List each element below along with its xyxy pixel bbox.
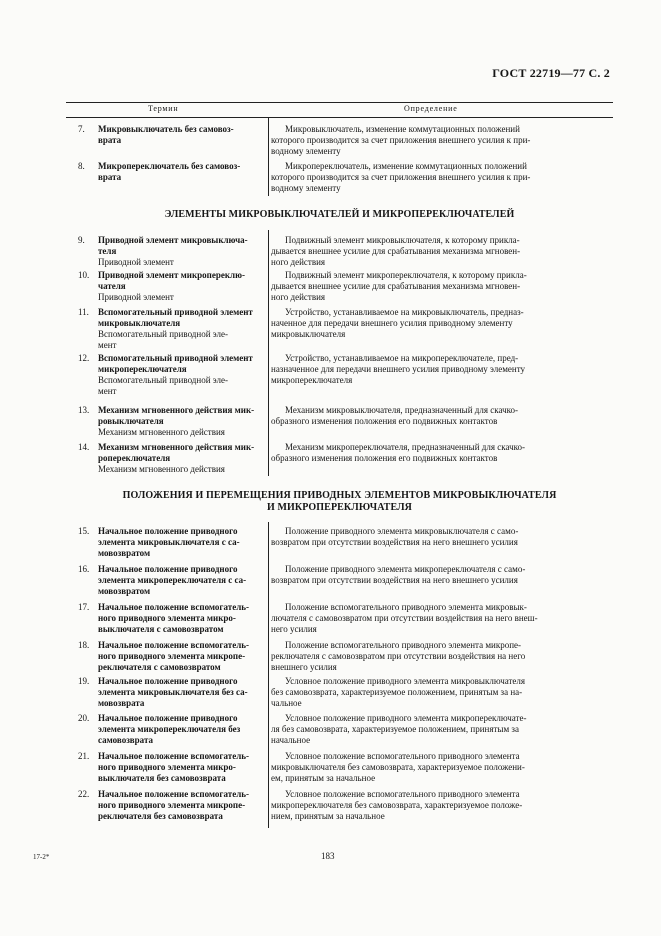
document-header-title: ГОСТ 22719—77 С. 2 bbox=[492, 66, 610, 80]
term-number: 9. bbox=[78, 235, 85, 245]
term-line: реключателя без самовозврата bbox=[98, 811, 223, 821]
term-line: ного приводного элемента микро- bbox=[98, 613, 236, 623]
term-line: Микропереключатель без самовоз- bbox=[98, 161, 241, 171]
term-line: чателя bbox=[98, 281, 126, 291]
definition-line: Положение вспомогательного приводного элемента микровык- bbox=[285, 602, 527, 612]
definition-line: дывается внешнее усилие для срабатывания механизма мгновен- bbox=[271, 246, 521, 256]
term-number: 15. bbox=[78, 526, 90, 536]
definition-line: образного изменения положения его подвижных контактов bbox=[271, 453, 498, 463]
definition-line: него усилия bbox=[271, 624, 317, 634]
term-line: выключателя с самовозвратом bbox=[98, 624, 224, 634]
definition-cell bbox=[271, 270, 607, 303]
definition-line: реключателя с самовозвратом при отсутствии воздействия на него bbox=[271, 651, 526, 661]
term-synonym-line: мент bbox=[98, 386, 117, 396]
column-header-term: Термин bbox=[148, 104, 179, 113]
term-line: врата bbox=[98, 135, 122, 145]
definition-line: Положение приводного элемента микровыключателя с само- bbox=[285, 526, 519, 536]
definition-line: лючателя с самовозвратом при отсутствии воздействия на него внеш- bbox=[271, 613, 538, 623]
term-number: 12. bbox=[78, 353, 90, 363]
term-cell bbox=[78, 676, 266, 709]
definition-line: Условное положение вспомогательного приводного элемента bbox=[285, 789, 520, 799]
definition-line: Устройство, устанавливаемое на микропереключателе, пред- bbox=[285, 353, 519, 363]
term-line: Начальное положение приводного bbox=[98, 676, 238, 686]
term-line: Приводной элемент микровыключа- bbox=[98, 235, 248, 245]
definition-line: внешнего усилия bbox=[271, 662, 337, 672]
section-title-line: ПОЛОЖЕНИЯ И ПЕРЕМЕЩЕНИЯ ПРИВОДНЫХ ЭЛЕМЕНТОВ МИКРОВЫКЛЮЧАТЕЛЯ bbox=[122, 490, 557, 501]
definition-line: водному элементу bbox=[271, 146, 341, 156]
definition-cell bbox=[271, 526, 607, 548]
term-line: элемента микропереключателя без bbox=[98, 724, 241, 734]
column-divider-1 bbox=[268, 117, 269, 196]
term-line: Начальное положение вспомогатель- bbox=[98, 602, 250, 612]
term-line: Механизм мгновенного действия мик- bbox=[98, 442, 255, 452]
definition-line: чальное bbox=[271, 698, 302, 708]
term-line: теля bbox=[98, 246, 117, 256]
definition-line: Микропереключатель, изменение коммутационных положений bbox=[285, 161, 527, 171]
term-line: врата bbox=[98, 172, 122, 182]
term-number: 17. bbox=[78, 602, 90, 612]
table-header-rule bbox=[66, 117, 613, 118]
definition-line: которого производится за счет приложения внешнего усилия к при- bbox=[271, 135, 531, 145]
definition-cell bbox=[271, 124, 607, 157]
definition-cell bbox=[271, 640, 607, 673]
section-title-elements bbox=[66, 209, 613, 221]
term-line: Приводной элемент микропереклю- bbox=[98, 270, 245, 280]
term-line: Вспомогательный приводной элемент bbox=[98, 307, 253, 317]
term-line: элемента микровыключателя с са- bbox=[98, 537, 240, 547]
sheet-mark: 17-2* bbox=[33, 853, 50, 861]
definition-line: ля без самовозврата, характеризуемое положением, принятым за bbox=[271, 724, 519, 734]
definition-line: Подвижный элемент микровыключателя, к которому прикла- bbox=[285, 235, 520, 245]
term-cell bbox=[78, 442, 266, 475]
term-synonym-line: Механизм мгновенного действия bbox=[98, 427, 225, 437]
definition-line: без самовозврата, характеризуемое положением, принятым за на- bbox=[271, 687, 523, 697]
definition-cell bbox=[271, 161, 607, 194]
definition-cell bbox=[271, 442, 607, 464]
definition-cell bbox=[271, 602, 607, 635]
term-number: 13. bbox=[78, 405, 90, 415]
definition-line: Механизм микровыключателя, предназначенный для скачко- bbox=[285, 405, 519, 415]
term-synonym-line: Вспомогательный приводной эле- bbox=[98, 329, 228, 339]
term-cell bbox=[78, 564, 266, 597]
term-number: 11. bbox=[78, 307, 89, 317]
term-cell bbox=[78, 124, 266, 146]
term-line: реключателя с самовозвратом bbox=[98, 662, 221, 672]
definition-line: которого производится за счет приложения внешнего усилия к при- bbox=[271, 172, 531, 182]
definition-line: возвратом при отсутствии воздействия на него внешнего усилия bbox=[271, 575, 518, 585]
term-line: Начальное положение вспомогатель- bbox=[98, 640, 250, 650]
term-cell bbox=[78, 353, 266, 397]
definition-line: возвратом при отсутствии воздействия на него внешнего усилия bbox=[271, 537, 518, 547]
term-line: микровыключателя bbox=[98, 318, 181, 328]
term-line: Начальное положение приводного bbox=[98, 564, 238, 574]
term-line: самовозврата bbox=[98, 735, 153, 745]
term-number: 21. bbox=[78, 751, 90, 761]
term-synonym-line: Вспомогательный приводной эле- bbox=[98, 375, 228, 385]
term-number: 14. bbox=[78, 442, 90, 452]
term-cell bbox=[78, 270, 266, 303]
page-number: 183 bbox=[321, 851, 335, 861]
definition-cell bbox=[271, 405, 607, 427]
definition-line: назначенное для передачи внешнего усилия приводному элементу bbox=[271, 364, 526, 374]
term-cell bbox=[78, 602, 266, 635]
definition-line: микропереключателя bbox=[271, 375, 353, 385]
term-line: Механизм мгновенного действия мик- bbox=[98, 405, 255, 415]
term-cell bbox=[78, 789, 266, 822]
definition-line: дывается внешнее усилие для срабатывания механизма мгновен- bbox=[271, 281, 521, 291]
definition-cell bbox=[271, 789, 607, 822]
term-number: 18. bbox=[78, 640, 90, 650]
definition-line: Положение приводного элемента микропереключателя с само- bbox=[285, 564, 526, 574]
section-title-line: ЭЛЕМЕНТЫ МИКРОВЫКЛЮЧАТЕЛЕЙ И МИКРОПЕРЕКЛЮЧАТЕЛЕЙ bbox=[164, 209, 515, 220]
term-line: микропереключателя bbox=[98, 364, 187, 374]
term-number: 22. bbox=[78, 789, 90, 799]
term-cell bbox=[78, 405, 266, 438]
definition-cell bbox=[271, 713, 607, 746]
term-line: мовозвратом bbox=[98, 586, 151, 596]
term-number: 7. bbox=[78, 124, 85, 134]
term-synonym-line: Приводной элемент bbox=[98, 292, 174, 302]
column-divider-2 bbox=[268, 230, 269, 476]
definition-cell bbox=[271, 564, 607, 586]
definition-cell bbox=[271, 751, 607, 784]
definition-line: Условное положение приводного элемента микропереключате- bbox=[285, 713, 527, 723]
definition-line: ем, принятым за начальное bbox=[271, 773, 376, 783]
definition-line: Устройство, устанавливаемое на микровыключатель, предназ- bbox=[285, 307, 524, 317]
term-number: 19. bbox=[78, 676, 90, 686]
term-cell bbox=[78, 526, 266, 559]
term-line: Начальное положение приводного bbox=[98, 713, 238, 723]
term-line: Вспомогательный приводной элемент bbox=[98, 353, 253, 363]
definition-cell bbox=[271, 307, 607, 340]
definition-line: Микровыключатель, изменение коммутационных положений bbox=[285, 124, 520, 134]
definition-line: микровыключателя bbox=[271, 329, 346, 339]
section-title-line: И МИКРОПЕРЕКЛЮЧАТЕЛЯ bbox=[267, 502, 412, 513]
definition-line: образного изменения положения его подвижных контактов bbox=[271, 416, 498, 426]
term-number: 20. bbox=[78, 713, 90, 723]
term-line: ровыключателя bbox=[98, 416, 164, 426]
term-synonym-line: Приводной элемент bbox=[98, 257, 174, 267]
term-line: выключателя без самовозврата bbox=[98, 773, 226, 783]
definition-line: ного действия bbox=[271, 257, 326, 267]
definition-line: нием, принятым за начальное bbox=[271, 811, 385, 821]
definition-line: Механизм микропереключателя, предназначенный для скачко- bbox=[285, 442, 526, 452]
definition-line: Положение вспомогательного приводного элемента микропе- bbox=[285, 640, 522, 650]
term-number: 8. bbox=[78, 161, 85, 171]
term-line: ропереключателя bbox=[98, 453, 171, 463]
term-line: ного приводного элемента микропе- bbox=[98, 800, 246, 810]
definition-line: Условное положение вспомогательного приводного элемента bbox=[285, 751, 520, 761]
term-cell bbox=[78, 713, 266, 746]
term-line: мовозвратом bbox=[98, 548, 151, 558]
term-line: ного приводного элемента микропе- bbox=[98, 651, 246, 661]
term-line: Начальное положение вспомогатель- bbox=[98, 751, 250, 761]
term-line: элемента микропереключателя с са- bbox=[98, 575, 247, 585]
term-line: Начальное положение вспомогатель- bbox=[98, 789, 250, 799]
term-line: мовозврата bbox=[98, 698, 145, 708]
definition-cell bbox=[271, 676, 607, 709]
definition-line: микровыключателя без самовозврата, характеризуемое положени- bbox=[271, 762, 525, 772]
definition-line: Подвижный элемент микропереключателя, к которому прикла- bbox=[285, 270, 527, 280]
definition-cell bbox=[271, 353, 607, 386]
definition-line: начальное bbox=[271, 735, 311, 745]
term-synonym-line: мент bbox=[98, 340, 117, 350]
term-cell bbox=[78, 161, 266, 183]
term-cell bbox=[78, 640, 266, 673]
term-number: 16. bbox=[78, 564, 90, 574]
section-title-positions bbox=[66, 490, 613, 514]
term-cell bbox=[78, 307, 266, 351]
term-number: 10. bbox=[78, 270, 90, 280]
term-cell bbox=[78, 751, 266, 784]
term-synonym-line: Механизм мгновенного действия bbox=[98, 464, 225, 474]
term-cell bbox=[78, 235, 266, 268]
definition-line: микропереключателя без самовозврата, характеризуемое положе- bbox=[271, 800, 523, 810]
definition-line: водному элементу bbox=[271, 183, 341, 193]
definition-cell bbox=[271, 235, 607, 268]
column-divider-3 bbox=[268, 522, 269, 828]
column-header-definition: Определение bbox=[404, 104, 458, 113]
term-line: элемента микровыключателя без са- bbox=[98, 687, 248, 697]
definition-line: наченное для передачи внешнего усилия приводному элементу bbox=[271, 318, 513, 328]
term-line: Микровыключатель без самовоз- bbox=[98, 124, 234, 134]
definition-line: ного действия bbox=[271, 292, 326, 302]
term-line: ного приводного элемента микро- bbox=[98, 762, 236, 772]
term-line: Начальное положение приводного bbox=[98, 526, 238, 536]
definition-line: Условное положение приводного элемента микровыключателя bbox=[285, 676, 526, 686]
table-top-rule bbox=[66, 102, 613, 103]
